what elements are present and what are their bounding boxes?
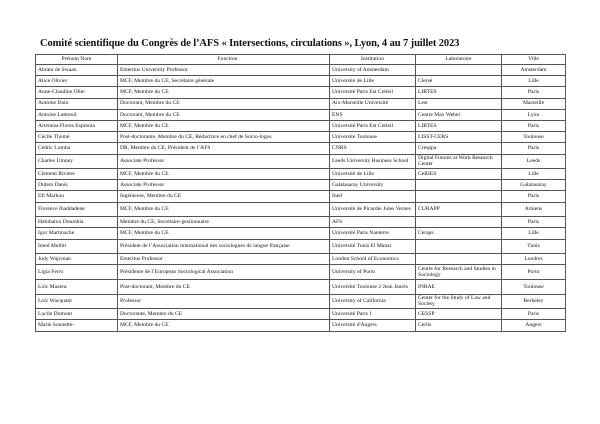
cell-role: Associate Professor — [118, 180, 330, 191]
cell-role: Président de l’Association international des sociologues de langue française — [118, 239, 330, 254]
cell-city: Galatasaray — [502, 180, 566, 191]
cell-lab: Lest — [416, 98, 502, 109]
document-title: Comité scientifique du Congrès de l’AFS « Intersections, circulations », Lyon, 4 au 7 juillet 2023 — [40, 38, 460, 49]
cell-name: Artemisa Flores Espinola — [36, 120, 118, 131]
cell-city: Paris — [502, 87, 566, 98]
cell-lab: LIRTES — [416, 120, 502, 131]
cell-role: MCF, Membre du CE — [118, 228, 330, 239]
cell-name: Antoine Dain — [36, 98, 118, 109]
cell-lab — [416, 65, 502, 76]
cell-institution: Aix-Marseille Université — [330, 98, 416, 109]
cell-city: Toulouse — [502, 132, 566, 143]
table-row — [36, 180, 566, 191]
cell-name: Marie Sonnette- — [36, 320, 118, 331]
cell-city: Toulouse — [502, 280, 566, 295]
cell-city: Londres — [502, 254, 566, 265]
cell-lab: Cerlis — [416, 320, 502, 331]
committee-table — [35, 54, 566, 332]
cell-name: Igor Martinache — [36, 228, 118, 239]
table-row — [36, 143, 566, 154]
cell-lab: LIRTES — [416, 87, 502, 98]
cell-role: Doctorant, Membre du CE — [118, 109, 330, 120]
cell-role: Doctorant, Membre du CE — [118, 98, 330, 109]
table-row — [36, 76, 566, 87]
cell-name: Lígia Ferro — [36, 265, 118, 280]
cell-city: Paris — [502, 309, 566, 320]
cell-institution: AFS — [330, 217, 416, 228]
cell-city: Angers — [502, 320, 566, 331]
cell-lab: Centre Max Weber — [416, 109, 502, 120]
cell-role: Emeritus University Professor — [118, 65, 330, 76]
cell-city: Tunis — [502, 239, 566, 254]
cell-institution: University of Porto — [330, 265, 416, 280]
cell-role: Présidente de l’European Sociological Association — [118, 265, 330, 280]
cell-institution: Université Toulouse 2 Jean Jaurès — [330, 280, 416, 295]
cell-city: Leeds — [502, 154, 566, 169]
cell-institution: Galatasaray University — [330, 180, 416, 191]
cell-city: Amiens — [502, 202, 566, 217]
cell-institution: Université de Lille — [330, 169, 416, 180]
cell-name: Antoine Lattreuil — [36, 109, 118, 120]
cell-role: Post-doctorant, Membre du CE — [118, 280, 330, 295]
cell-institution: London School of Economics — [330, 254, 416, 265]
cell-name: Lucile Dumont — [36, 309, 118, 320]
cell-name: Efi Markou — [36, 191, 118, 202]
cell-institution: Université d'Angers — [330, 320, 416, 331]
cell-institution: Université Paris Nanterre — [330, 228, 416, 239]
cell-institution: Université Toulouse — [330, 132, 416, 143]
table-row — [36, 109, 566, 120]
header-role: Fonction — [118, 55, 330, 65]
table-row — [36, 280, 566, 295]
cell-institution: CNRS — [330, 143, 416, 154]
table-row — [36, 254, 566, 265]
cell-lab: Center for the Study of Law and Society — [416, 294, 502, 309]
cell-lab: Centre for Research and Studies in Sociology — [416, 265, 502, 280]
cell-role: Membre du CE, Secrétaire-gestionnaire — [118, 217, 330, 228]
cell-name: Cécile Thomé — [36, 132, 118, 143]
cell-name: Imed Melliti — [36, 239, 118, 254]
cell-city: Paris — [502, 120, 566, 131]
cell-lab: CURAPP — [416, 202, 502, 217]
cell-city: Paris — [502, 191, 566, 202]
cell-institution: Leeds University Business School — [330, 154, 416, 169]
cell-name: Loïc Wacquant — [36, 294, 118, 309]
cell-name: Judy Wajcman — [36, 254, 118, 265]
cell-institution: Université Paris Est Créteil — [330, 87, 416, 98]
cell-role: Associate Professor — [118, 154, 330, 169]
table-row — [36, 228, 566, 239]
table-row — [36, 265, 566, 280]
table-row — [36, 120, 566, 131]
cell-role: Post-doctorante, Membre du CE, Rédactrice en chef de Socio-logos — [118, 132, 330, 143]
cell-name: Florence Ihaddadene — [36, 202, 118, 217]
cell-city: Paris — [502, 217, 566, 228]
cell-role: MCF, Membre du CE — [118, 320, 330, 331]
header-city: Ville — [502, 55, 566, 65]
table-row — [36, 217, 566, 228]
header-name: Prénom Nom — [36, 55, 118, 65]
cell-name: Alice Olivier — [36, 76, 118, 87]
cell-role: Ingénieure, Membre du CE — [118, 191, 330, 202]
cell-name: Habibatou Doumbia — [36, 217, 118, 228]
cell-city: Paris — [502, 143, 566, 154]
cell-city: Lille — [502, 76, 566, 87]
cell-role: MCF, Membre du CE — [118, 120, 330, 131]
header-row — [36, 55, 566, 65]
cell-institution: ENS — [330, 109, 416, 120]
cell-city: Lille — [502, 228, 566, 239]
table-row — [36, 132, 566, 143]
cell-name: Cédric Lomba — [36, 143, 118, 154]
cell-lab — [416, 254, 502, 265]
cell-lab: LISST-CERS — [416, 132, 502, 143]
table-row — [36, 87, 566, 98]
cell-lab — [416, 191, 502, 202]
table-row — [36, 294, 566, 309]
cell-role: MCF, Membre du CE, Secrétaire générale — [118, 76, 330, 87]
cell-institution: Université Paris Est Créteil — [330, 120, 416, 131]
cell-name: Didem Danis — [36, 180, 118, 191]
cell-name: Charles Umney — [36, 154, 118, 169]
table-row — [36, 239, 566, 254]
header-lab: Laboratoire — [416, 55, 502, 65]
cell-lab: INRAE — [416, 280, 502, 295]
table-row — [36, 202, 566, 217]
cell-institution: University of Amsterdam — [330, 65, 416, 76]
cell-city: Berkeley — [502, 294, 566, 309]
cell-lab: Digital Futures at Work Research Center — [416, 154, 502, 169]
table-row — [36, 65, 566, 76]
cell-lab — [416, 180, 502, 191]
cell-role: MCF, Membre du CE — [118, 87, 330, 98]
cell-name: Clément Rivière — [36, 169, 118, 180]
cell-role: MCF, Membre du CE — [118, 202, 330, 217]
cell-city: Lyon — [502, 109, 566, 120]
table-row — [36, 191, 566, 202]
cell-institution: Ined — [330, 191, 416, 202]
cell-lab: CeRIES — [416, 169, 502, 180]
cell-city: Porto — [502, 265, 566, 280]
cell-name: Loïc Mazenc — [36, 280, 118, 295]
cell-lab: Ceraps — [416, 228, 502, 239]
cell-institution: Université de Lille — [330, 76, 416, 87]
cell-institution: Université Paris 1 — [330, 309, 416, 320]
cell-role: MCF, Membre du CE — [118, 169, 330, 180]
table-row — [36, 320, 566, 331]
cell-role: Doctorante, Membre du CE — [118, 309, 330, 320]
cell-institution: Université de Picardie Jules Vernes — [330, 202, 416, 217]
table-row — [36, 98, 566, 109]
cell-lab: CESSP — [416, 309, 502, 320]
cell-lab: Cresppa — [416, 143, 502, 154]
cell-lab: Clersé — [416, 76, 502, 87]
cell-role: DR, Membre du CE, Président de l’AFS — [118, 143, 330, 154]
cell-name: Anne-Claudine Oller — [36, 87, 118, 98]
table-row — [36, 309, 566, 320]
cell-institution: University of California — [330, 294, 416, 309]
cell-city: Marseille — [502, 98, 566, 109]
cell-role: Emeritus Professor — [118, 254, 330, 265]
cell-city: Amsterdam — [502, 65, 566, 76]
cell-lab — [416, 217, 502, 228]
table-row — [36, 154, 566, 169]
header-institution: Institution — [330, 55, 416, 65]
cell-city: Lille — [502, 169, 566, 180]
cell-institution: Université Tunis El Manar — [330, 239, 416, 254]
cell-role: Professor — [118, 294, 330, 309]
table-row — [36, 169, 566, 180]
cell-lab — [416, 239, 502, 254]
cell-name: Abram de Swaan — [36, 65, 118, 76]
